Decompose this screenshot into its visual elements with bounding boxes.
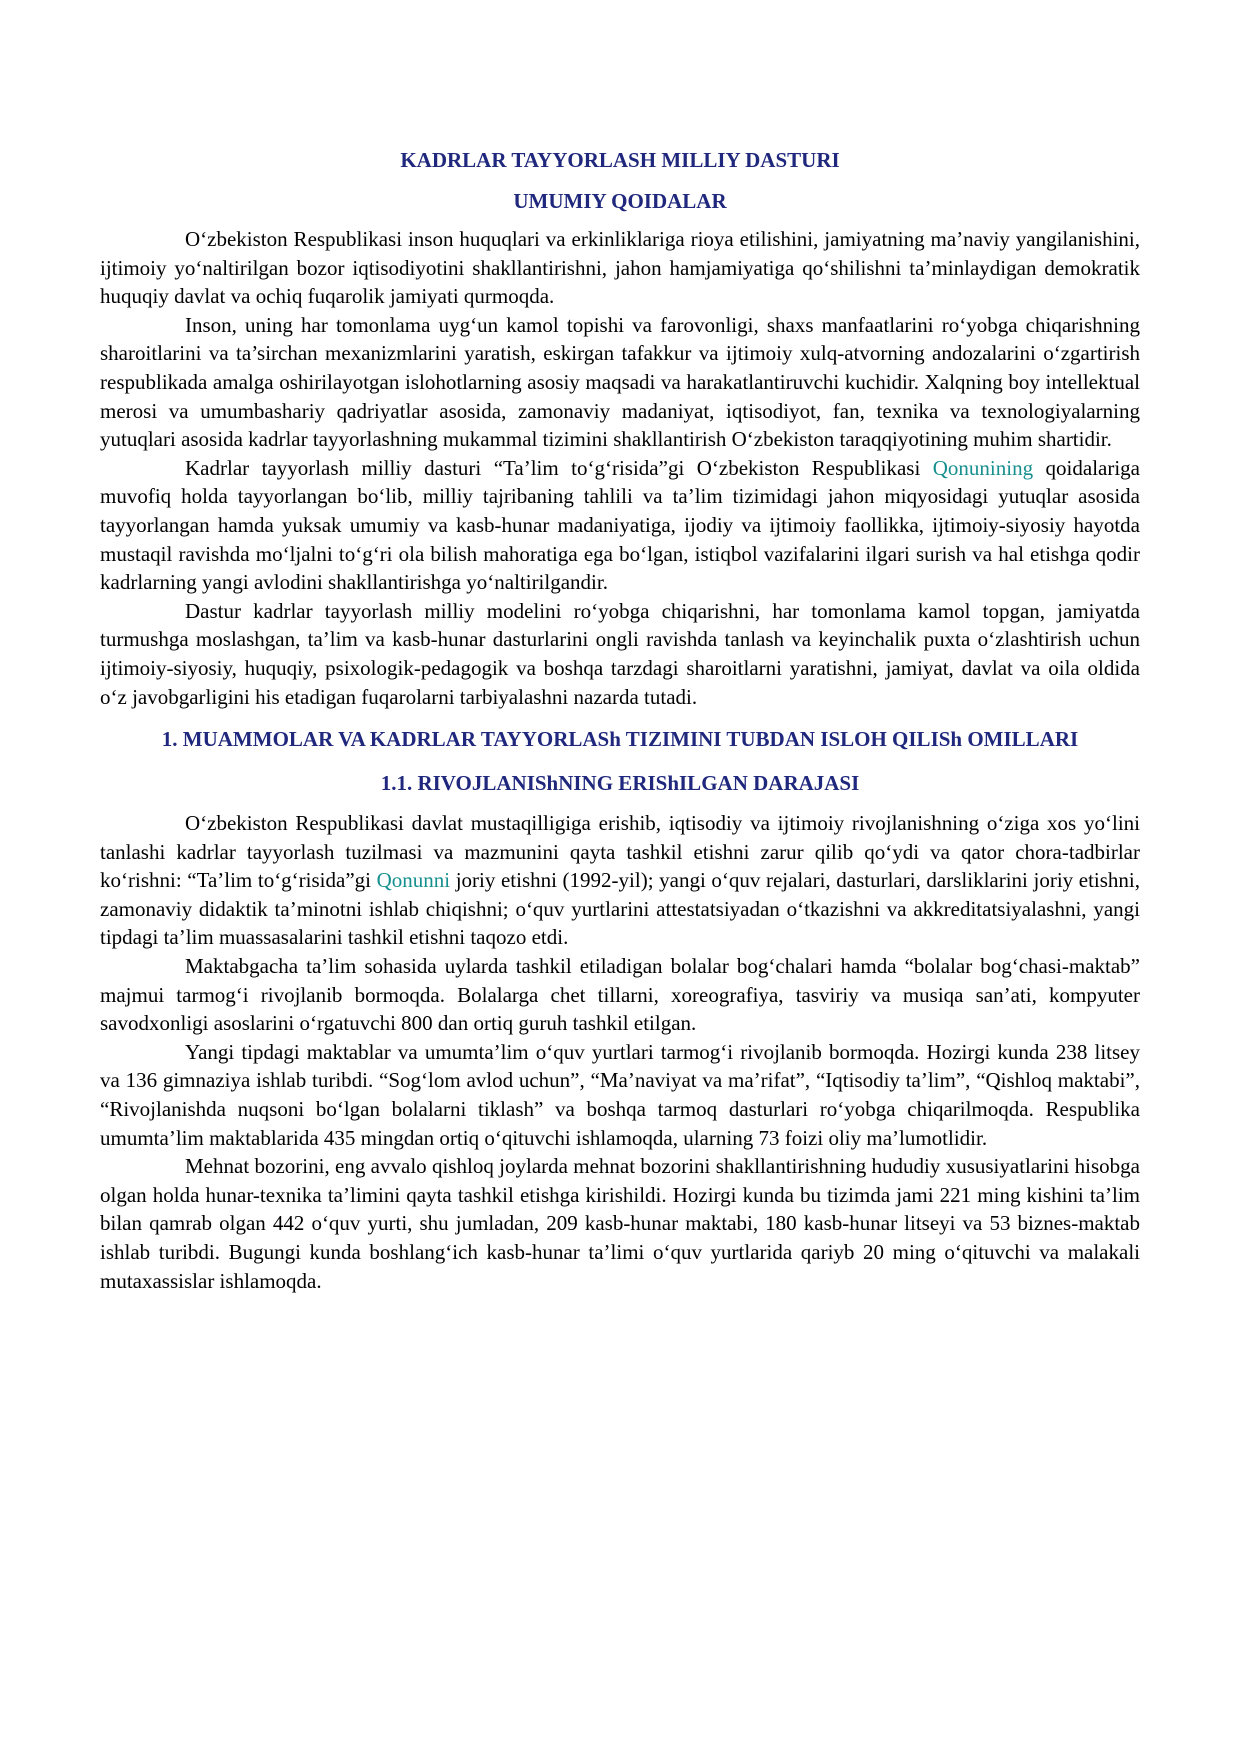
- paragraph-text-before-link: O‘zbekiston Respublikasi davlat mustaqilligiga erishib, iqtisodiy va ijtimoiy rivojlanishning o‘ziga xos yo‘lini tanlashi kadrlar tayyorlash tuzilmasi va mazmunini qayta tashkil etishni zarur qilib qo‘ydi va qator chora-tadbirlar ko‘rishni: “Ta’lim to‘g‘risida”gi: [100, 811, 1140, 893]
- heading-umumiy-qoidalar: UMUMIY QOIDALAR: [513, 189, 727, 213]
- paragraph-intro-state: O‘zbekiston Respublikasi inson huquqlari va erkinliklariga rioya etilishini, jamiyatning ma’naviy yangilanishini, ijtimoiy yo‘naltirilgan bozor iqtisodiyotini shakllantirishni, jahon hamjamiyatiga qo‘shilishni ta’minlaydigan demokratik huquqiy davlat va ochiq fuqarolik jamiyati qurmoqda.: [100, 227, 1140, 309]
- paragraph-program-basis: [100, 454, 1140, 597]
- paragraph-text-after-link: joriy etishni (1992-yil); yangi o‘quv rejalari, dasturlari, darsliklarini joriy etishni, zamonaviy didaktik ta’minotni ishlab chiqishni; o‘quv yurtlarini attestatsiyadan o‘tkazishni va akkreditatsiyalashni, yangi tipdagi ta’lim muassasalarini tashkil etishni taqozo etdi.: [100, 868, 1140, 950]
- law-link-qonunni[interactable]: Qonunni: [376, 868, 451, 893]
- paragraph-independence-reforms: [100, 809, 1140, 952]
- law-link-qonunining[interactable]: Qonunining: [932, 455, 1034, 480]
- paragraph-text-after-link: qoidalariga muvofiq holda tayyorlangan bo‘lib, milliy tajribaning tahlili va ta’lim tizimidagi jahon miqyosidagi yutuqlar asosida tayyorlangan hamda yuksak umumiy va kasb-hunar madaniyatiga, ijodiy va ijtimoiy faollikka, ijtimoiy-siyosiy hayotda mustaqil ravishda mo‘ljalni to‘g‘ri ola bilish mahoratiga ega bo‘lgan, istiqbol vazifalarini ilgari surish va hal etishga qodir kadrlarning yangi avlodini shakllantirishga yo‘naltirilgandir.: [100, 455, 1140, 595]
- paragraph-human-development: Inson, uning har tomonlama uyg‘un kamol topishi va farovonligi, shaxs manfaatlarini ro‘yobga chiqarishning sharoitlarini va ta’sirchan mexanizmlarini yaratish, eskirgan tafakkur va ijtimoiy xulq-atvorning andozalarini o‘zgartirish respublikada amalga oshirilayotgan islohotlarning asosiy maqsadi va harakatlantiruvchi kuchidir. Xalqning boy intellektual merosi va umumbashariy qadriyatlar asosida, zamonaviy madaniyat, iqtisodiyot, fan, texnika va texnologiyalarning yutuqlari asosida kadrlar tayyorlashning mukammal tizimini shakllantirish O‘zbekiston taraqqiyotining muhim shartidir.: [100, 312, 1140, 452]
- paragraph-labor-market: Mehnat bozorini, eng avvalo qishloq joylarda mehnat bozorini shakllantirishning hududiy xususiyatlarini hisobga olgan holda hunar-texnika ta’limini qayta tashkil etishga kirishildi. Hozirgi kunda bu tizimda jami 221 ming kishini ta’lim bilan qamrab olgan 442 o‘quv yurti, shu jumladan, 209 kasb-hunar maktabi, 180 kasb-hunar litseyi va 53 biznes-maktab ishlab turibdi. Bugungi kunda boshlang‘ich kasb-hunar ta’limi o‘quv yurtlarida qariyb 20 ming o‘qituvchi va malakali mutaxassislar ishlamoqda.: [100, 1154, 1140, 1293]
- paragraph-program-goals: Dastur kadrlar tayyorlash milliy modelini ro‘yobga chiqarishni, har tomonlama kamol topgan, jamiyatda turmushga moslashgan, ta’lim va kasb-hunar dasturlarini ongli ravishda tanlash va keyinchalik puxta o‘zlashtirish uchun ijtimoiy-siyosiy, huquqiy, psixologik-pedagogik va boshqa tarzdagi sharoitlarni yaratishni, jamiyat, davlat va oila oldida o‘z javobgarligini his etadigan fuqarolarni tarbiyalashni nazarda tutadi.: [100, 598, 1140, 709]
- document-title: KADRLAR TAYYORLASH MILLIY DASTURI: [400, 148, 840, 172]
- heading-section-1: 1. MUAMMOLAR VA KADRLAR TAYYORLASh TIZIMINI TUBDAN ISLOH QILISh OMILLARI: [161, 727, 1079, 752]
- paragraph-new-schools: Yangi tipdagi maktablar va umumta’lim o‘quv yurtlari tarmog‘i rivojlanib bormoqda. Hozirgi kunda 238 litsey va 136 gimnaziya ishlab turibdi. “Sog‘lom avlod uchun”, “Ma’naviyat va ma’rifat”, “Iqtisodiy ta’lim”, “Qishloq maktabi”, “Rivojlanishda nuqsoni bo‘lgan bolalarni tiklash” va boshqa tarmoq dasturlari ro‘yobga chiqarilmoqda. Respublika umumta’lim maktablarida 435 mingdan ortiq o‘qituvchi ishlamoqda, ularning 73 foizi oliy ma’lumotlidir.: [100, 1039, 1140, 1150]
- paragraph-text-before-link: Kadrlar tayyorlash milliy dasturi “Ta’lim to‘g‘risida”gi O‘zbekiston Respublikasi: [185, 455, 933, 480]
- paragraph-preschool-education: Maktabgacha ta’lim sohasida uylarda tashkil etiladigan bolalar bog‘chalari hamda “bolalar bog‘chasi-maktab” majmui tarmog‘i rivojlanib bormoqda. Bolalarga chet tillarni, xoreografiya, tasviriy va musiqa san’ati, kompyuter savodxonligi asoslarini o‘rgatuvchi 800 dan ortiq guruh tashkil etilgan.: [100, 954, 1140, 1036]
- heading-section-1-1: 1.1. RIVOJLANIShNING ERIShILGAN DARAJASI: [380, 771, 860, 796]
